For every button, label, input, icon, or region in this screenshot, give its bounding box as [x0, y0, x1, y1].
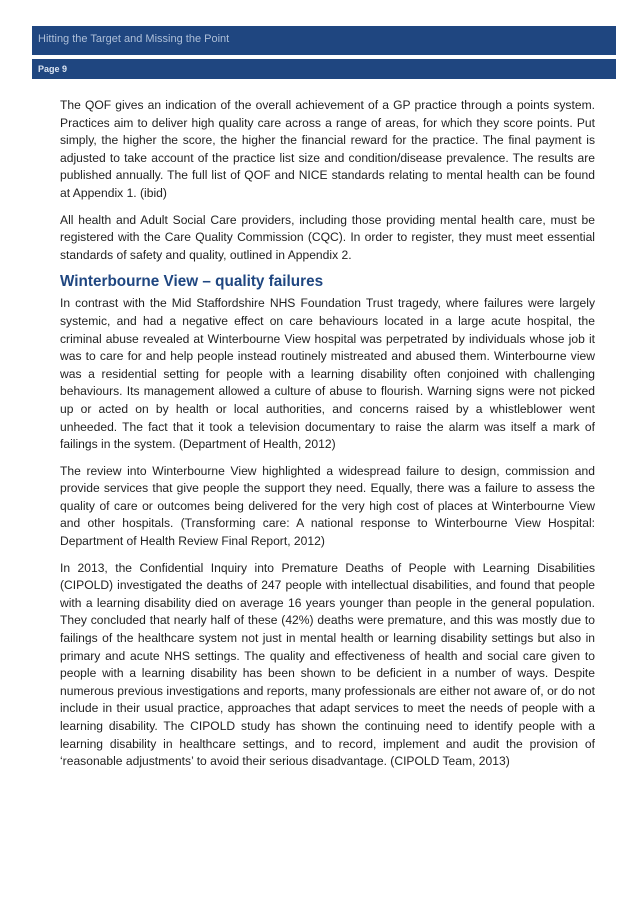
paragraph-qof: The QOF gives an indication of the overall achievement of a GP practice through a points system. Practices aim to deliver high quality care across a range of areas, for which they score points. Put simply, the higher the score, the higher the financial reward for the practice. The final payment is adjusted to take account of the practice list size and condition/disease prevalence. The results are published annually. The full list of QOF and NICE standards relating to mental health can be found at Appendix 1. (ibid)	[60, 98, 595, 200]
paragraph-review: The review into Winterbourne View highlighted a widespread failure to design, commission and provide services that give people the support they need. Equally, there was a failure to assess the quality of care or outcomes being delivered for the very high cost of places at Winterbourne View and other hospitals. (Transforming care: A national response to Winterbourne View Hospital: Department of Health Review Final Report, 2012)	[60, 463, 595, 549]
page-content	[60, 97, 595, 771]
document-title: Hitting the Target and Missing the Point	[38, 33, 230, 45]
paragraph-cqc: All health and Adult Social Care providers, including those providing mental health care, must be registered with the Care Quality Commission (CQC). In order to register, they must meet essential standards of safety and quality, outlined in Appendix 2.	[60, 212, 595, 262]
document-title-bar	[32, 26, 616, 55]
paragraph-cipold: In 2013, the Confidential Inquiry into Premature Deaths of People with Learning Disabilities (CIPOLD) investigated the deaths of 247 people with intellectual disabilities, and found that people with a learning disability died on average 16 years younger than people in the general population. They concluded that nearly half of these (42%) deaths were premature, and this was mostly due to failings of the healthcare system not just in mental health or learning disability settings but also in primary and acute NHS settings. The quality and effectiveness of health and social care given to people with a learning disability has been shown to be deficient in a number of ways. Despite numerous previous investigations and reports, many professionals are either not aware of, or do not include in their usual practice, approaches that adapt services to meet the needs of people with a learning disability. The CIPOLD study has shown the continuing need to identify people with a learning disability in healthcare settings, and to record, implement and audit the provision of ‘reasonable adjustments’ to avoid their serious disadvantage. (CIPOLD Team, 2013)	[60, 560, 595, 769]
page-number-bar	[32, 59, 616, 79]
page-number: Page 9	[38, 64, 68, 74]
paragraph-winterbourne: In contrast with the Mid Staffordshire NHS Foundation Trust tragedy, where failures were largely systemic, and had a negative effect on care behaviours located in a large acute hospital, the criminal abuse revealed at Winterbourne View hospital was perpetrated by individuals whose job it was to care for and help people instead routinely mistreated and abused them. Winterbourne view was a residential setting for people with a learning disability often conjoined with challenging behaviours. Its management allowed a culture of abuse to flourish. Warning signs were not picked up or acted on by health or local authorities, and concerns raised by a whistleblower went unheeded. The fact that it took a television documentary to raise the alarm was itself a mark of failings in the system. (Department of Health, 2012)	[60, 296, 595, 452]
section-heading: Winterbourne View – quality failures	[60, 273, 324, 291]
